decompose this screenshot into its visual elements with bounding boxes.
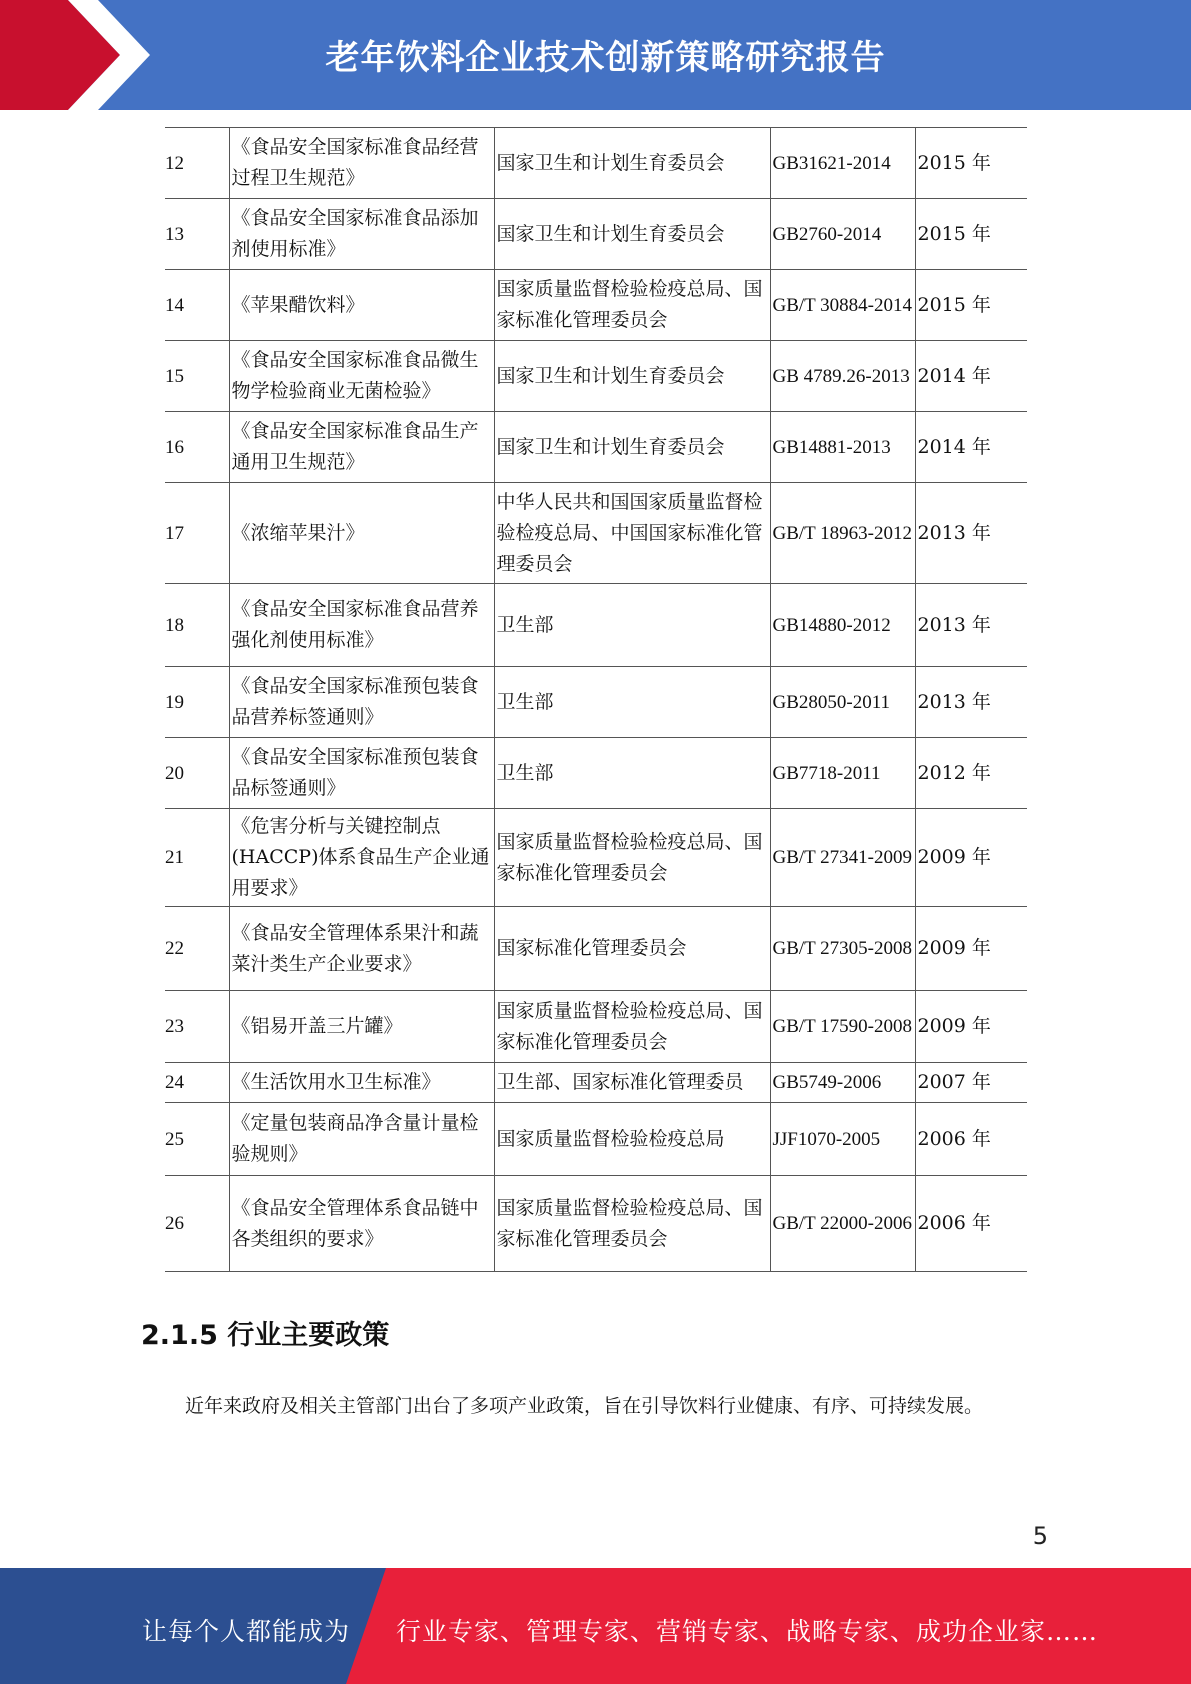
standards-table-container (165, 127, 1027, 1272)
standard-code: JJF1070-2005 (770, 1103, 915, 1176)
table-row (165, 412, 1027, 483)
issuing-body: 国家质量监督检验检疫总局、国家标准化管理委员会 (494, 1176, 770, 1272)
standard-code: GB14881-2013 (770, 412, 915, 483)
page-footer (0, 1568, 1191, 1684)
effective-year: 2015 年 (915, 270, 1027, 341)
standard-code: GB/T 17590-2008 (770, 991, 915, 1063)
row-number: 22 (165, 907, 229, 991)
row-number: 24 (165, 1063, 229, 1103)
row-number: 18 (165, 584, 229, 667)
row-number: 25 (165, 1103, 229, 1176)
standard-code: GB2760-2014 (770, 199, 915, 270)
standard-name: 《浓缩苹果汁》 (229, 483, 494, 584)
standard-name: 《食品安全国家标准食品生产通用卫生规范》 (229, 412, 494, 483)
issuing-body: 卫生部 (494, 584, 770, 667)
issuing-body: 国家标准化管理委员会 (494, 907, 770, 991)
table-row (165, 809, 1027, 907)
standard-code: GB7718-2011 (770, 738, 915, 809)
effective-year: 2014 年 (915, 412, 1027, 483)
effective-year: 2012 年 (915, 738, 1027, 809)
standard-name: 《食品安全国家标准食品微生物学检验商业无菌检验》 (229, 341, 494, 412)
row-number: 14 (165, 270, 229, 341)
issuing-body: 卫生部 (494, 738, 770, 809)
issuing-body: 国家质量监督检验检疫总局、国家标准化管理委员会 (494, 809, 770, 907)
effective-year: 2013 年 (915, 584, 1027, 667)
page-number: 5 (1032, 1522, 1048, 1550)
row-number: 23 (165, 991, 229, 1063)
effective-year: 2013 年 (915, 667, 1027, 738)
row-number: 21 (165, 809, 229, 907)
effective-year: 2014 年 (915, 341, 1027, 412)
standard-name: 《定量包装商品净含量计量检验规则》 (229, 1103, 494, 1176)
effective-year: 2009 年 (915, 991, 1027, 1063)
standard-code: GB14880-2012 (770, 584, 915, 667)
effective-year: 2006 年 (915, 1176, 1027, 1272)
standard-code: GB31621-2014 (770, 128, 915, 199)
footer-slogan-left: 让每个人都能成为 (142, 1617, 351, 1646)
table-row (165, 1063, 1027, 1103)
issuing-body: 卫生部 (494, 667, 770, 738)
standard-name: 《生活饮用水卫生标准》 (229, 1063, 494, 1103)
table-row (165, 128, 1027, 199)
effective-year: 2015 年 (915, 199, 1027, 270)
issuing-body: 国家质量监督检验检疫总局、国家标准化管理委员会 (494, 991, 770, 1063)
table-row (165, 270, 1027, 341)
standard-name: 《食品安全国家标准预包装食品标签通则》 (229, 738, 494, 809)
row-number: 19 (165, 667, 229, 738)
standard-code: GB/T 30884-2014 (770, 270, 915, 341)
standard-name: 《食品安全国家标准食品经营过程卫生规范》 (229, 128, 494, 199)
standard-code: GB28050-2011 (770, 667, 915, 738)
effective-year: 2007 年 (915, 1063, 1027, 1103)
footer-slogan-right: 行业专家、管理专家、营销专家、战略专家、成功企业家…… (396, 1617, 1099, 1646)
effective-year: 2013 年 (915, 483, 1027, 584)
standard-code: GB/T 22000-2006 (770, 1176, 915, 1272)
issuing-body: 国家质量监督检验检疫总局 (494, 1103, 770, 1176)
table-row (165, 341, 1027, 412)
standard-name: 《苹果醋饮料》 (229, 270, 494, 341)
table-row (165, 738, 1027, 809)
standard-name: 《食品安全管理体系食品链中各类组织的要求》 (229, 1176, 494, 1272)
table-row (165, 584, 1027, 667)
table-row (165, 667, 1027, 738)
standards-table (165, 127, 1027, 1272)
standard-name: 《食品安全国家标准食品添加剂使用标准》 (229, 199, 494, 270)
standard-name: 《铝易开盖三片罐》 (229, 991, 494, 1063)
effective-year: 2009 年 (915, 907, 1027, 991)
issuing-body: 中华人民共和国国家质量监督检验检疫总局、中国国家标准化管理委员会 (494, 483, 770, 584)
table-row (165, 907, 1027, 991)
standard-code: GB5749-2006 (770, 1063, 915, 1103)
row-number: 17 (165, 483, 229, 584)
issuing-body: 国家卫生和计划生育委员会 (494, 341, 770, 412)
standard-code: GB/T 18963-2012 (770, 483, 915, 584)
table-row (165, 991, 1027, 1063)
table-row (165, 1176, 1027, 1272)
table-row (165, 1103, 1027, 1176)
issuing-body: 卫生部、国家标准化管理委员 (494, 1063, 770, 1103)
table-row (165, 199, 1027, 270)
standard-name: 《危害分析与关键控制点(HACCP)体系食品生产企业通用要求》 (229, 809, 494, 907)
row-number: 15 (165, 341, 229, 412)
row-number: 26 (165, 1176, 229, 1272)
header-title: 老年饮料企业技术创新策略研究报告 (325, 38, 886, 78)
standard-code: GB/T 27305-2008 (770, 907, 915, 991)
row-number: 16 (165, 412, 229, 483)
standard-name: 《食品安全国家标准食品营养强化剂使用标准》 (229, 584, 494, 667)
row-number: 12 (165, 128, 229, 199)
issuing-body: 国家卫生和计划生育委员会 (494, 199, 770, 270)
effective-year: 2015 年 (915, 128, 1027, 199)
standard-code: GB/T 27341-2009 (770, 809, 915, 907)
effective-year: 2006 年 (915, 1103, 1027, 1176)
issuing-body: 国家卫生和计划生育委员会 (494, 128, 770, 199)
section-heading: 2.1.5 行业主要政策 (141, 1320, 390, 1351)
row-number: 13 (165, 199, 229, 270)
standard-name: 《食品安全国家标准预包装食品营养标签通则》 (229, 667, 494, 738)
effective-year: 2009 年 (915, 809, 1027, 907)
standard-name: 《食品安全管理体系果汁和蔬菜汁类生产企业要求》 (229, 907, 494, 991)
page-header (0, 0, 1191, 110)
issuing-body: 国家质量监督检验检疫总局、国家标准化管理委员会 (494, 270, 770, 341)
issuing-body: 国家卫生和计划生育委员会 (494, 412, 770, 483)
table-row (165, 483, 1027, 584)
row-number: 20 (165, 738, 229, 809)
standard-code: GB 4789.26-2013 (770, 341, 915, 412)
body-paragraph: 近年来政府及相关主管部门出台了多项产业政策，旨在引导饮料行业健康、有序、可持续发展。 (185, 1395, 984, 1417)
